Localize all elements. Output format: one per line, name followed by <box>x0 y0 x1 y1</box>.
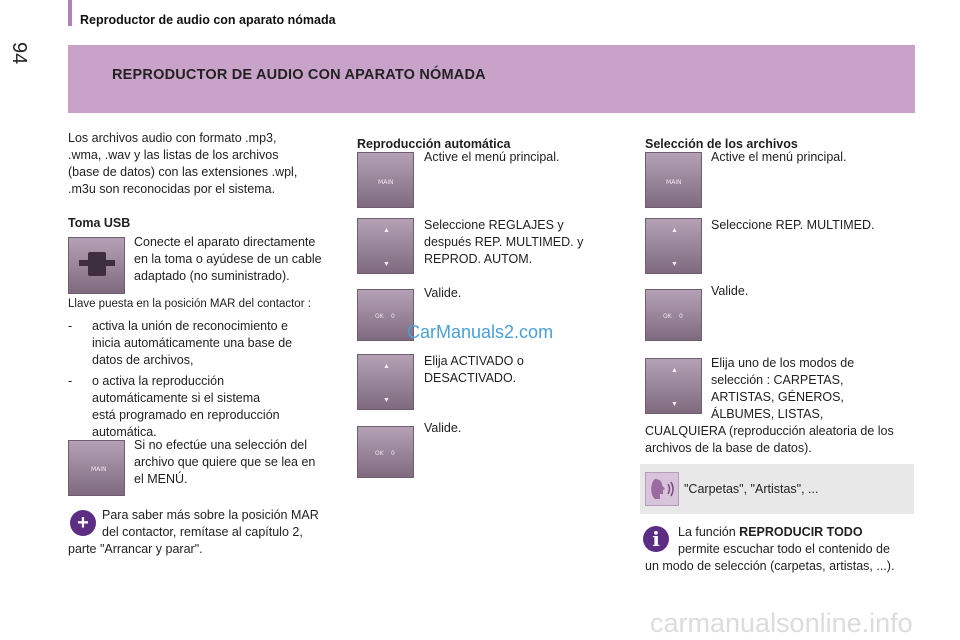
play-all-function: REPRODUCIR TODO <box>739 525 863 539</box>
info-line: Para saber más sobre la posición MAR <box>102 508 319 522</box>
plus-info-icon: + <box>70 510 96 536</box>
menu-text <box>134 437 344 488</box>
bullet-line: activa la unión de reconocimiento e <box>92 319 288 333</box>
file-selection-title: Selección de los archivos <box>645 137 798 151</box>
step-line: ÁLBUMES, LISTAS, <box>711 407 824 421</box>
auto-step-4 <box>424 353 524 387</box>
step-line: ARTISTAS, GÉNEROS, <box>711 390 844 404</box>
step-line: Elija uno de los modos de <box>711 356 855 370</box>
voice-command-icon <box>645 472 679 506</box>
bullet-dash: - <box>68 319 73 333</box>
usb-line: adaptado (no suministrado). <box>134 269 290 283</box>
footer-watermark: carmanualsonline.info <box>650 608 913 638</box>
intro-line: Los archivos audio con formato .mp3, <box>68 131 277 145</box>
up-arrow-icon: ▲ <box>383 363 390 370</box>
step-line: selección : CARPETAS, <box>711 373 844 387</box>
usb-port-image <box>68 237 125 294</box>
page-number: 94 <box>8 42 30 65</box>
ok-button-image <box>357 289 414 341</box>
menu-line: el MENÚ. <box>134 472 188 486</box>
play-all-text: un modo de selección (carpetas, artistas, ...). <box>645 559 895 573</box>
main-button-label: MAIN <box>91 466 107 473</box>
menu-line: Si no efectúe una selección del <box>134 438 308 452</box>
step-line: REPROD. AUTOM. <box>424 252 533 266</box>
step-line: Seleccione REGLAJES y <box>424 218 564 232</box>
bullet-line: está programado en reproducción <box>92 408 280 422</box>
bullet-item <box>68 373 348 441</box>
play-all-line <box>678 524 863 541</box>
auto-step-2 <box>424 217 614 268</box>
play-all-text: permite escuchar todo el contenido de <box>678 542 890 556</box>
down-arrow-icon: ▼ <box>383 261 390 268</box>
auto-step-3: Valide. <box>424 286 462 300</box>
usb-line: Conecte el aparato directamente <box>134 235 316 249</box>
down-arrow-icon: ▼ <box>671 261 678 268</box>
up-arrow-icon: ▲ <box>383 227 390 234</box>
ok-button-image <box>645 289 702 341</box>
info-line: del contactor, remítase al capítulo 2, <box>102 525 303 539</box>
arrow-buttons-image <box>357 218 414 274</box>
main-button-image <box>645 152 702 208</box>
step-line: archivos de la base de datos). <box>645 441 812 455</box>
zero-button-label: 0 <box>391 450 395 457</box>
select-step-4 <box>711 355 911 423</box>
bullet-line: datos de archivos, <box>92 353 194 367</box>
arrow-buttons-image <box>357 354 414 410</box>
menu-line: archivo que quiere que se lea en <box>134 455 316 469</box>
key-position-text: Llave puesta en la posición MAR del contactor : <box>68 298 311 310</box>
bullet-line: automática. <box>92 425 157 439</box>
arrow-buttons-image <box>645 218 702 274</box>
step-line: DESACTIVADO. <box>424 371 517 385</box>
usb-bar-icon <box>79 260 115 266</box>
arrow-buttons-image <box>645 358 702 414</box>
intro-text <box>68 130 338 198</box>
bullet-line: inicia automáticamente una base de <box>92 336 293 350</box>
info-icon: i <box>643 526 669 552</box>
up-arrow-icon: ▲ <box>671 227 678 234</box>
intro-line: .m3u son reconocidas por el sistema. <box>68 182 276 196</box>
auto-step-1: Active el menú principal. <box>424 150 560 164</box>
ok-button-label: OK <box>663 313 672 320</box>
select-step-3: Valide. <box>711 284 749 298</box>
main-button-image <box>357 152 414 208</box>
down-arrow-icon: ▼ <box>383 397 390 404</box>
intro-line: (base de datos) con las extensiones .wpl, <box>68 165 298 179</box>
center-watermark: CarManuals2.com <box>407 322 554 342</box>
up-arrow-icon: ▲ <box>671 367 678 374</box>
info-text-2: parte "Arrancar y parar". <box>68 542 203 556</box>
select-step-1: Active el menú principal. <box>711 150 847 164</box>
bullet-line: o activa la reproducción <box>92 374 225 388</box>
main-button-label: MAIN <box>666 179 682 186</box>
page-header: Reproductor de audio con aparato nómada <box>80 13 336 27</box>
usb-line: en la toma o ayúdese de un cable <box>134 252 322 266</box>
play-all-prefix: La función <box>678 525 740 539</box>
ok-button-label: OK <box>375 313 384 320</box>
main-button-image <box>68 440 125 496</box>
step-line: CUALQUIERA (reproducción aleatoria de los <box>645 424 894 438</box>
auto-play-title: Reproducción automática <box>357 137 511 151</box>
usb-text <box>134 234 344 285</box>
speaking-head-icon <box>646 473 678 505</box>
bullet-dash: - <box>68 374 73 388</box>
bullet-list <box>68 318 348 441</box>
info-text-1 <box>102 507 352 541</box>
select-step-2: Seleccione REP. MULTIMED. <box>711 218 875 232</box>
header-accent-bar <box>68 0 72 26</box>
voice-command-text: "Carpetas", "Artistas", ... <box>684 482 819 496</box>
usb-title: Toma USB <box>68 216 131 230</box>
bullet-item <box>68 318 348 369</box>
step-line: Elija ACTIVADO o <box>424 354 524 368</box>
bullet-line: automáticamente si el sistema <box>92 391 261 405</box>
zero-button-label: 0 <box>391 313 395 320</box>
down-arrow-icon: ▼ <box>671 401 678 408</box>
auto-step-5: Valide. <box>424 421 462 435</box>
banner-title: REPRODUCTOR DE AUDIO CON APARATO NÓMADA <box>112 67 486 83</box>
intro-line: .wma, .wav y las listas de los archivos <box>68 148 279 162</box>
step-line: después REP. MULTIMED. y <box>424 235 584 249</box>
main-button-label: MAIN <box>378 179 394 186</box>
zero-button-label: 0 <box>679 313 683 320</box>
select-step-4-continued <box>645 423 920 457</box>
ok-button-image <box>357 426 414 478</box>
ok-button-label: OK <box>375 450 384 457</box>
